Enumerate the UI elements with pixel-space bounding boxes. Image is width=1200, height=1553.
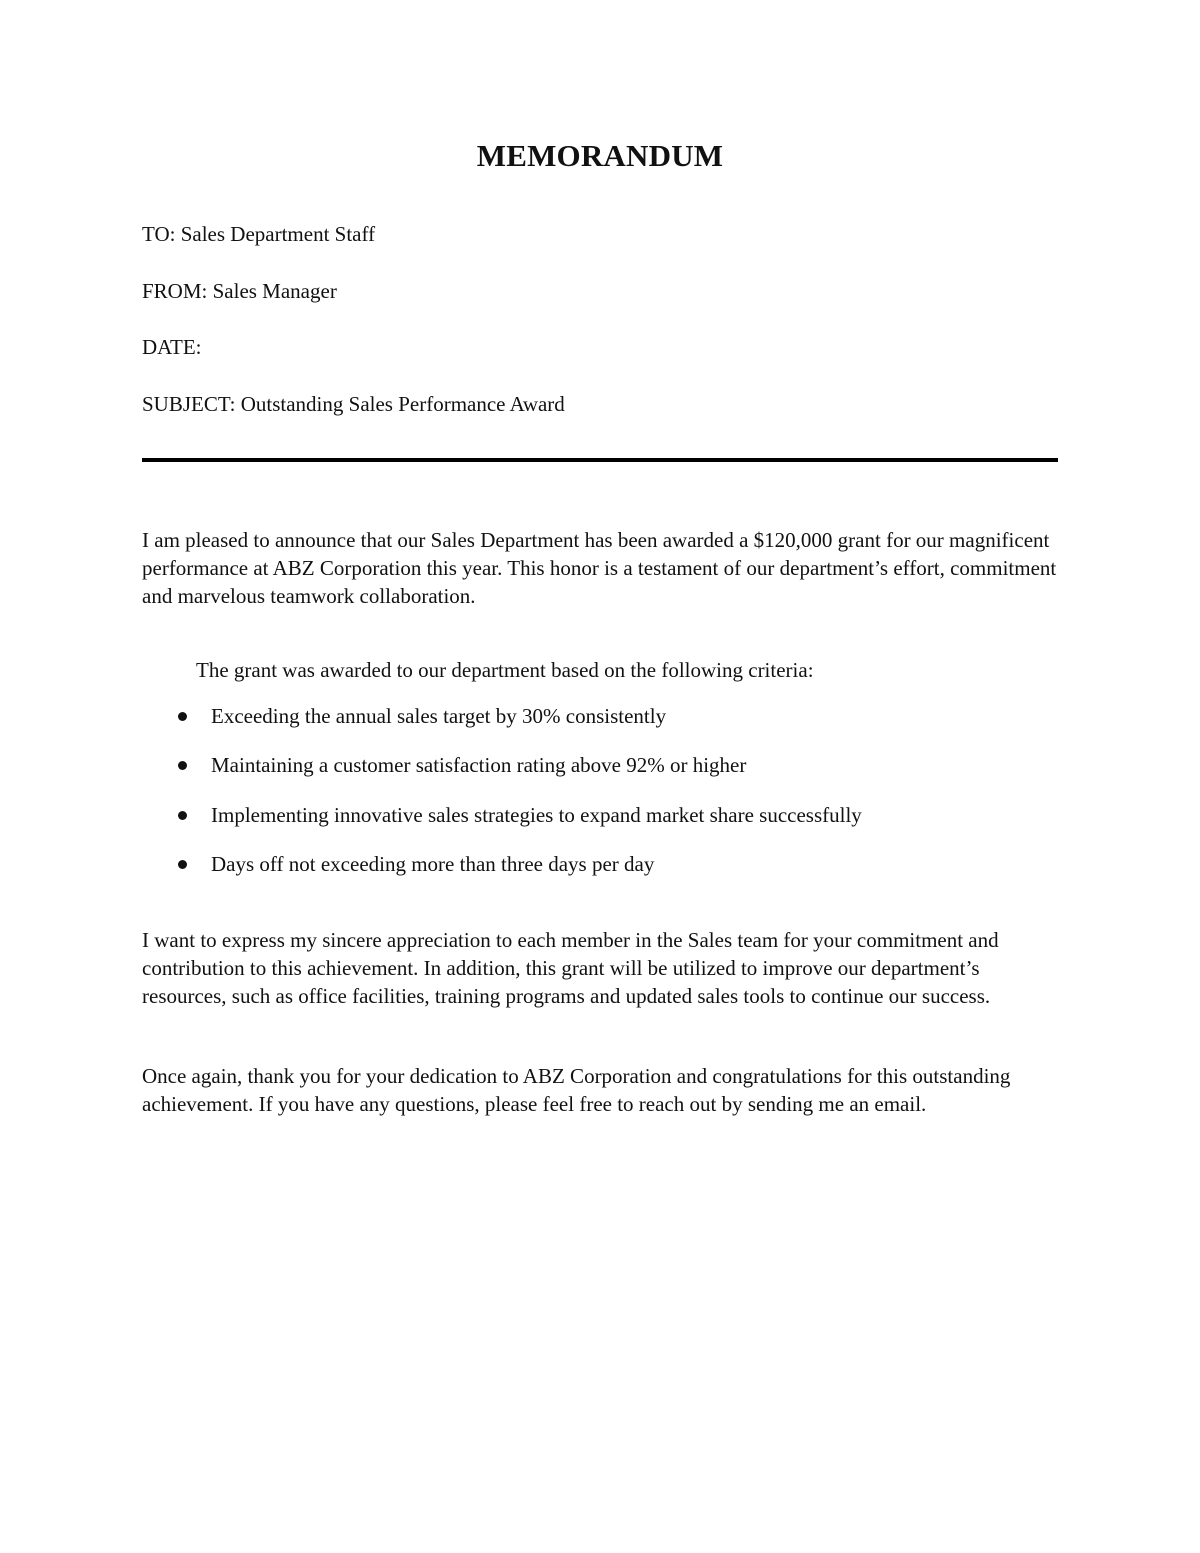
criteria-item-text: Days off not exceeding more than three days per day [211,852,655,876]
memo-title: MEMORANDUM [476,138,724,173]
criteria-intro: The grant was awarded to our department based on the following criteria: [196,658,814,682]
memo-date-line: DATE: [142,335,202,359]
intro-paragraph: I am pleased to announce that our Sales Department has been awarded a $120,000 grant for our magnificent performance at ABZ Corporation this year. This honor is a testament of our department’s effort, commitment and marvelous teamwork collaboration. [142,528,1057,608]
bullet-icon [178,811,187,820]
memo-subject-line: SUBJECT: Outstanding Sales Performance Award [142,392,565,416]
bullet-icon [178,761,187,770]
memo-to-line: TO: Sales Department Staff [142,222,376,246]
memo-from-line: FROM: Sales Manager [142,279,337,303]
criteria-item-text: Maintaining a customer satisfaction rating above 92% or higher [211,753,747,777]
header-divider [142,458,1058,462]
closing-paragraph: Once again, thank you for your dedication to ABZ Corporation and congratulations for this outstanding achievement. If you have any questions, please feel free to reach out by sending me an email. [142,1064,1011,1116]
bullet-icon [178,712,187,721]
appreciation-paragraph: I want to express my sincere appreciation to each member in the Sales team for your commitment and contribution to this achievement. In addition, this grant will be utilized to improve our department’s resources, such as office facilities, training programs and updated sales tools to continue our success. [142,928,999,1008]
criteria-item-text: Exceeding the annual sales target by 30% consistently [211,704,667,728]
criteria-item-text: Implementing innovative sales strategies to expand market share successfully [211,803,862,827]
bullet-icon [178,860,187,869]
